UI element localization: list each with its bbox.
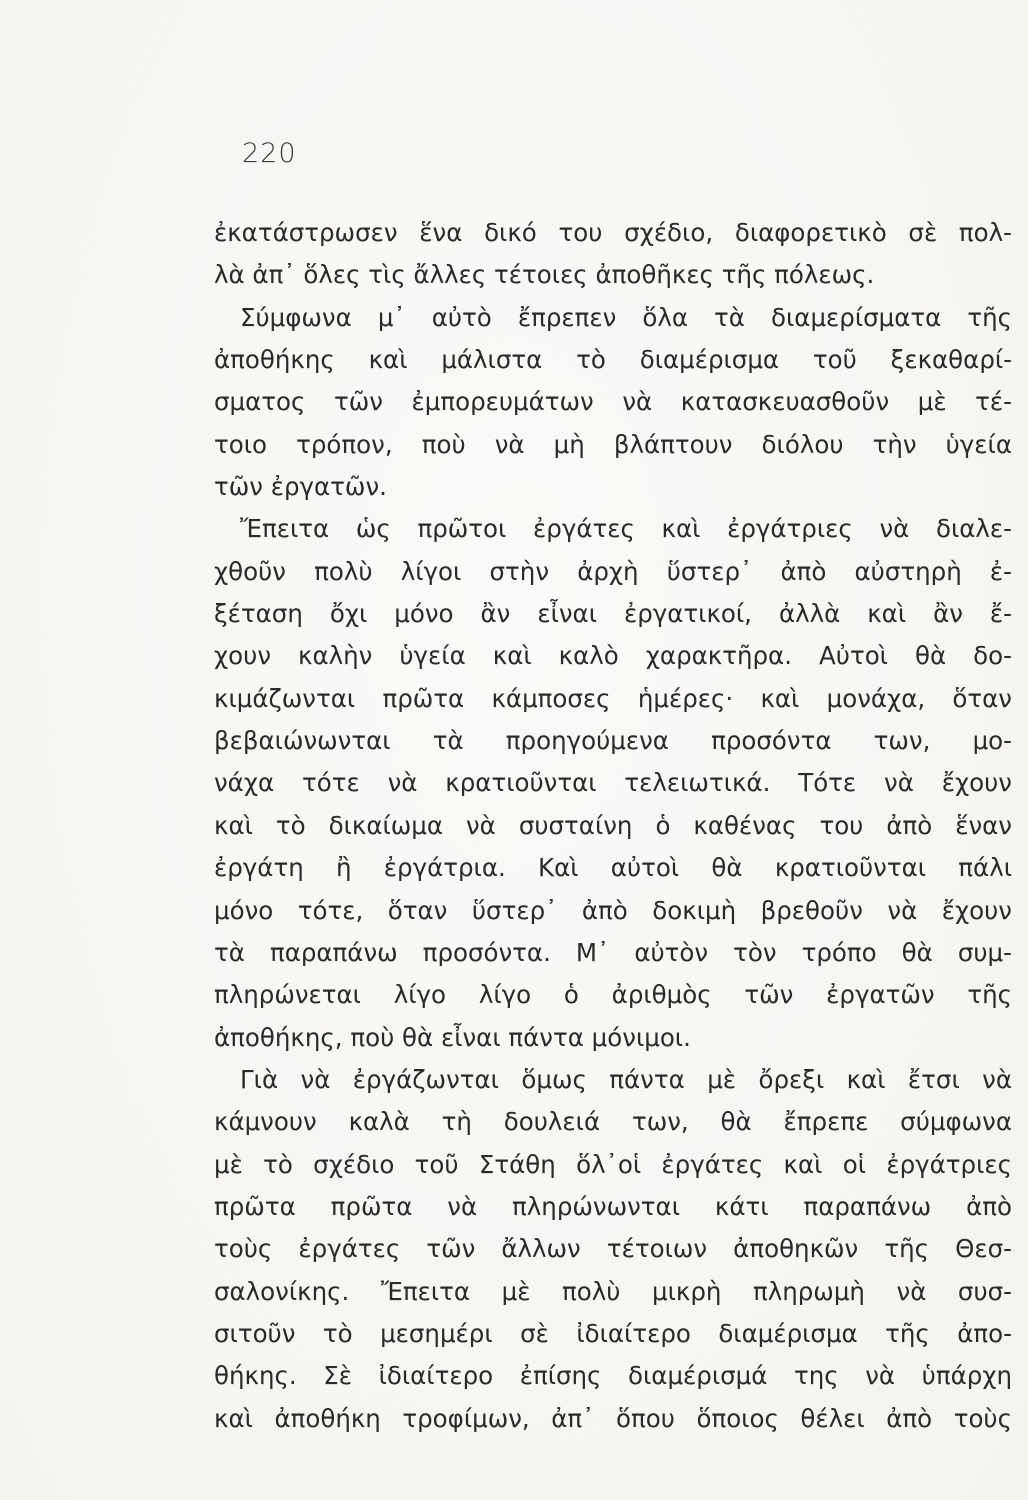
text-line: χθοῦν πολὺ λίγοι στὴν ἀρχὴ ὕστερ᾽ ἀπὸ αὐστηρὴ ἐ-	[214, 556, 1012, 586]
body-text	[214, 212, 1012, 1440]
text-line: σματος τῶν ἐμπορευμάτων νὰ κατασκευασθοῦν μὲ τέ-	[214, 387, 1012, 417]
text-line: χουν καλὴν ὑγεία καὶ καλὸ χαρακτῆρα. Αὐτοὶ θὰ δο-	[214, 641, 1012, 671]
text-line: τοιο τρόπον, ποὺ νὰ μὴ βλάπτουν διόλου τὴν ὑγεία	[214, 429, 1012, 459]
text-line: Ἔπειτα ὡς πρῶτοι ἐργάτες καὶ ἐργάτριες νὰ διαλε-	[240, 514, 1012, 544]
text-line: σαλονίκης. Ἔπειτα μὲ πολὺ μικρὴ πληρωμὴ νὰ συσ-	[214, 1276, 1012, 1306]
text-line: σιτοῦν τὸ μεσημέρι σὲ ἰδιαίτερο διαμέρισμα τῆς ἀπο-	[214, 1318, 1012, 1348]
text-line: μόνο τότε, ὅταν ὕστερ᾽ ἀπὸ δοκιμὴ βρεθοῦν νὰ ἔχουν	[214, 895, 1012, 925]
text-line: Γιὰ νὰ ἐργάζωνται ὅμως πάντα μὲ ὄρεξι καὶ ἔτσι νὰ	[240, 1064, 1012, 1094]
text-line: τῶν ἐργατῶν.	[214, 472, 387, 502]
text-line: καὶ τὸ δικαίωμα νὰ συσταίνη ὁ καθένας του ἀπὸ ἕναν	[214, 810, 1012, 840]
text-line: λὰ ἀπ᾽ ὅλες τὶς ἄλλες τέτοιες ἀποθῆκες τῆς πόλεως.	[214, 260, 875, 290]
text-line: τὰ παραπάνω προσόντα. Μ᾽ αὐτὸν τὸν τρόπο θὰ συμ-	[214, 937, 1012, 967]
text-line: βεβαιώνωνται τὰ προηγούμενα προσόντα των, μο-	[214, 726, 1012, 756]
text-line: κάμνουν καλὰ τὴ δουλειά των, θὰ ἔπρεπε σύμφωνα	[214, 1107, 1012, 1137]
page-number: 220	[242, 138, 297, 169]
text-line: καὶ ἀποθήκη τροφίμων, ἀπ᾽ ὅπου ὅποιος θέλει ἀπὸ τοὺς	[214, 1403, 1012, 1433]
text-line: πληρώνεται λίγο λίγο ὁ ἀριθμὸς τῶν ἐργατῶν τῆς	[214, 980, 1012, 1010]
text-line: ἐργάτη ἢ ἐργάτρια. Καὶ αὐτοὶ θὰ κρατιοῦνται πάλι	[214, 853, 1012, 883]
text-line: Σύμφωνα μ᾽ αὐτὸ ἔπρεπεν ὅλα τὰ διαμερίσματα τῆς	[240, 302, 1012, 332]
text-line: πρῶτα πρῶτα νὰ πληρώνωνται κάτι παραπάνω ἀπὸ	[214, 1191, 1012, 1221]
text-line: μὲ τὸ σχέδιο τοῦ Στάθη ὅλ᾽οἱ ἐργάτες καὶ οἱ ἐργάτριες	[214, 1149, 1012, 1179]
text-line: ἀποθήκης καὶ μάλιστα τὸ διαμέρισμα τοῦ ξεκαθαρί-	[214, 345, 1012, 375]
text-line: κιμάζωνται πρῶτα κάμποσες ἡμέρες· καὶ μονάχα, ὅταν	[214, 683, 1012, 713]
text-line: ἀποθήκης, ποὺ θὰ εἶναι πάντα μόνιμοι.	[214, 1022, 691, 1052]
text-line: νάχα τότε νὰ κρατιοῦνται τελειωτικά. Τότε νὰ ἔχουν	[214, 768, 1012, 798]
text-line: ἐκατάστρωσεν ἕνα δικό του σχέδιο, διαφορετικὸ σὲ πολ-	[214, 218, 1012, 247]
text-line: θήκης. Σὲ ἰδιαίτερο ἐπίσης διαμέρισμά της νὰ ὑπάρχη	[214, 1361, 1012, 1391]
text-line: τοὺς ἐργάτες τῶν ἄλλων τέτοιων ἀποθηκῶν τῆς Θεσ-	[214, 1234, 1012, 1264]
text-line: ξέταση ὄχι μόνο ἂν εἶναι ἐργατικοί, ἀλλὰ καὶ ἂν ἔ-	[214, 599, 1012, 629]
